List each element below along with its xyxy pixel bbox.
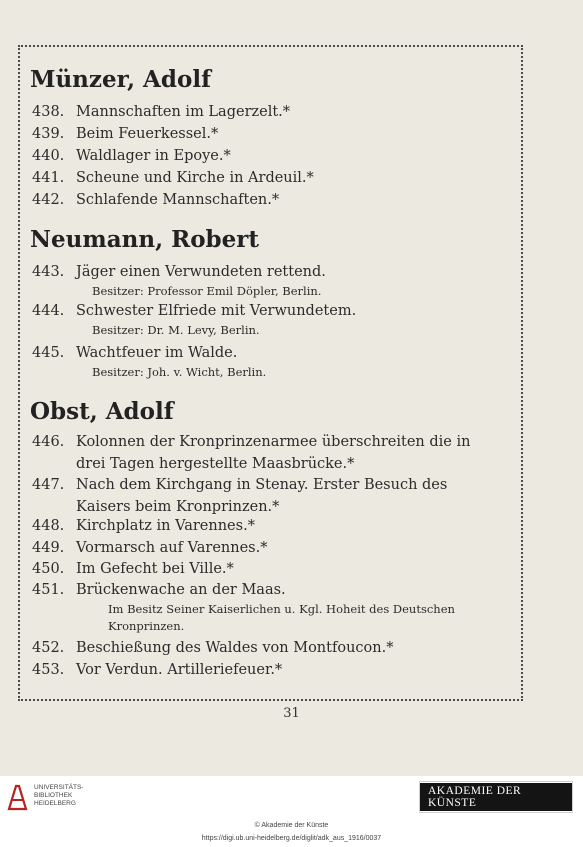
catalog-entry [32,300,569,322]
entry-number: 446. [32,434,65,450]
entry-title: Im Gefecht bei Ville.* [76,561,234,577]
akademie-der-kuenste-logo[interactable] [419,783,573,811]
catalog-entry [32,145,569,167]
catalog-entry [32,189,569,211]
catalog-entry [32,659,569,681]
owner-note: Besitzer: Joh. v. Wicht, Berlin. [92,365,267,379]
entry-title: Mannschaften im Lagerzelt.* [76,104,291,120]
owner-note: Besitzer: Dr. M. Levy, Berlin. [92,323,260,337]
copyright-notice: © Akademie der Künste [254,822,329,829]
entry-number: 451. [32,582,65,598]
owner-note-continuation: Kronprinzen. [108,619,185,633]
entry-number: 441. [32,170,65,186]
entry-number: 445. [32,345,65,361]
entry-title: Scheune und Kirche in Ardeuil.* [76,170,314,186]
author-heading-munzer: Münzer, Adolf [30,66,211,93]
library-emblem-icon [6,782,30,812]
author-heading-obst: Obst, Adolf [30,398,174,425]
entry-title: Jäger einen Verwundeten rettend. [76,264,326,280]
page-number: 31 [283,706,300,721]
entry-number: 443. [32,264,65,280]
entry-title: Waldlager in Epoye.* [76,148,231,164]
entry-number: 449. [32,540,65,556]
entry-number: 448. [32,518,65,534]
catalog-entry [32,123,569,145]
entry-title: Vormarsch auf Varennes.* [76,540,268,556]
catalog-entry [32,537,569,559]
entry-number: 452. [32,640,65,656]
entry-title: Beschießung des Waldes von Montfoucon.* [76,640,394,656]
entry-number: 453. [32,662,65,678]
entry-number: 439. [32,126,65,142]
akademie-logo-text: AKADEMIE DER KÜNSTE [419,781,573,813]
entry-number: 444. [32,303,65,319]
catalog-entry [32,101,569,123]
catalog-entry [32,342,569,364]
university-library-logo[interactable] [6,782,146,812]
entry-number: 447. [32,477,65,493]
catalog-entry [32,261,569,283]
catalog-entry [32,637,569,659]
entry-title-continuation: drei Tagen hergestellte Maasbrücke.* [76,456,355,472]
permalink-url[interactable]: https://digi.ub.uni-heidelberg.de/diglit/adk_aus_1916/0037 [201,835,382,842]
catalog-entry [32,515,569,537]
entry-title: Vor Verdun. Artilleriefeuer.* [76,662,283,678]
entry-title: Kirchplatz in Varennes.* [76,518,255,534]
catalog-entry [32,474,569,518]
viewer-footer [0,776,583,847]
entry-title: Wachtfeuer im Walde. [76,345,238,361]
owner-note: Im Besitz Seiner Kaiserlichen u. Kgl. Hoheit des Deutschen [108,602,455,616]
entry-number: 450. [32,561,65,577]
entry-title: Brückenwache an der Maas. [76,582,286,598]
catalog-entry [32,431,569,475]
entry-number: 442. [32,192,65,208]
catalog-entry [32,579,569,601]
entry-title: Nach dem Kirchgang in Stenay. Erster Besuch des [76,477,448,493]
entry-title: Kolonnen der Kronprinzenarmee überschreiten die in [76,434,471,450]
catalog-entry [32,167,569,189]
author-heading-neumann: Neumann, Robert [30,226,259,253]
entry-title: Beim Feuerkessel.* [76,126,219,142]
entry-title: Schlafende Mannschaften.* [76,192,280,208]
catalog-entry [32,558,569,580]
entry-number: 440. [32,148,65,164]
entry-title-continuation: Kaisers beim Kronprinzen.* [76,499,280,515]
owner-note: Besitzer: Professor Emil Döpler, Berlin. [92,284,322,298]
entry-title: Schwester Elfriede mit Verwundetem. [76,303,357,319]
university-library-logo-text: UNIVERSITÄTS- BIBLIOTHEK HEIDELBERG [34,784,84,807]
entry-number: 438. [32,104,65,120]
